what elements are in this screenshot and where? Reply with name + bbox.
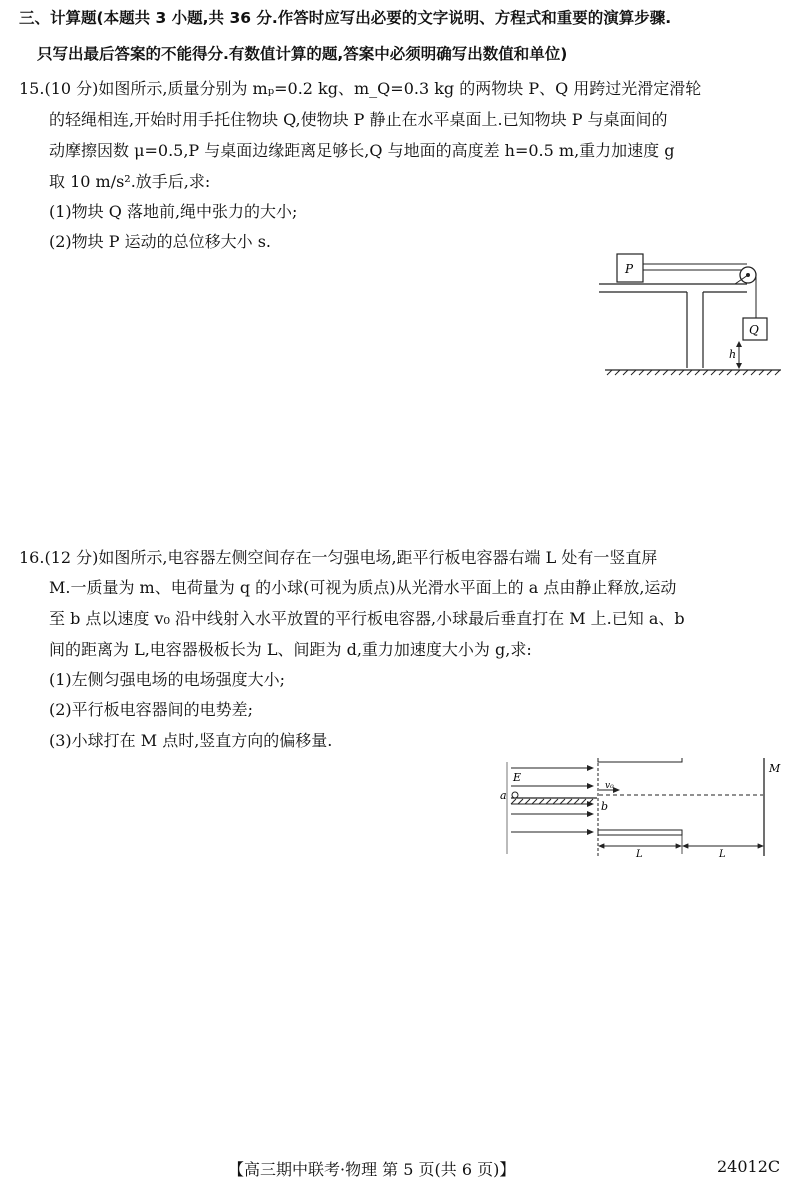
top-plate <box>598 758 682 762</box>
q16-line-2: M.一质量为 m、电荷量为 q 的小球(可视为质点)从光滑水平面上的 a 点由静止释放,运动 <box>49 578 677 597</box>
section-heading-line2: 只写出最后答案的不能得分.有数值计算的题,答案中必须明确写出数值和单位) <box>37 45 568 63</box>
bottom-plate <box>598 830 682 835</box>
label-p: P <box>625 262 634 276</box>
label-m: M <box>769 762 781 775</box>
exam-code: 24012C <box>717 1157 781 1176</box>
q16-part-3: (3)小球打在 M 点时,竖直方向的偏移量. <box>49 731 333 750</box>
q15-part-2: (2)物块 P 运动的总位移大小 s. <box>49 232 271 251</box>
q15-line-2: 的轻绳相连,开始时用手托住物块 Q,使物块 P 静止在水平桌面上.已知物块 P 与桌面间的 <box>49 110 668 129</box>
label-v0: v₀ <box>605 781 614 791</box>
q16-part-1: (1)左侧匀强电场的电场强度大小; <box>49 670 286 689</box>
label-a: a <box>500 789 507 802</box>
page-footer: 【高三期中联考·物理 第 5 页(共 6 页)】 <box>228 1160 516 1179</box>
q15-figure <box>595 250 785 380</box>
section-heading-line1: 三、计算题(本题共 3 小题,共 36 分.作答时应写出必要的文字说明、方程式和重要的演算步骤. <box>19 9 672 27</box>
label-q: Q <box>749 323 759 337</box>
ball-icon <box>512 792 518 798</box>
label-l2: L <box>719 849 726 858</box>
q16-figure <box>495 758 790 858</box>
q16-line-4: 间的距离为 L,电容器极板长为 L、间距为 d,重力加速度大小为 g,求: <box>49 640 532 659</box>
label-l1: L <box>636 849 643 858</box>
q15-line-3: 动摩擦因数 μ=0.5,P 与桌面边缘距离足够长,Q 与地面的高度差 h=0.5 m,重力加速度 g <box>49 141 675 160</box>
q16-line-1: 16.(12 分)如图所示,电容器左侧空间存在一匀强电场,距平行板电容器右端 L 处有一竖直屏 <box>19 548 658 567</box>
label-e: E <box>513 771 522 784</box>
q15-line-1: 15.(10 分)如图所示,质量分别为 mₚ=0.2 kg、m_Q=0.3 kg 的两物块 P、Q 用跨过光滑定滑轮 <box>19 79 702 98</box>
q16-line-3: 至 b 点以速度 v₀ 沿中线射入水平放置的平行板电容器,小球最后垂直打在 M 上.已知 a、b <box>49 609 685 628</box>
q15-line-4: 取 10 m/s².放手后,求: <box>49 172 211 191</box>
q16-part-2: (2)平行板电容器间的电势差; <box>49 700 254 719</box>
label-b: b <box>601 800 609 813</box>
q15-part-1: (1)物块 Q 落地前,绳中张力的大小; <box>49 202 298 221</box>
label-h: h <box>729 348 737 361</box>
